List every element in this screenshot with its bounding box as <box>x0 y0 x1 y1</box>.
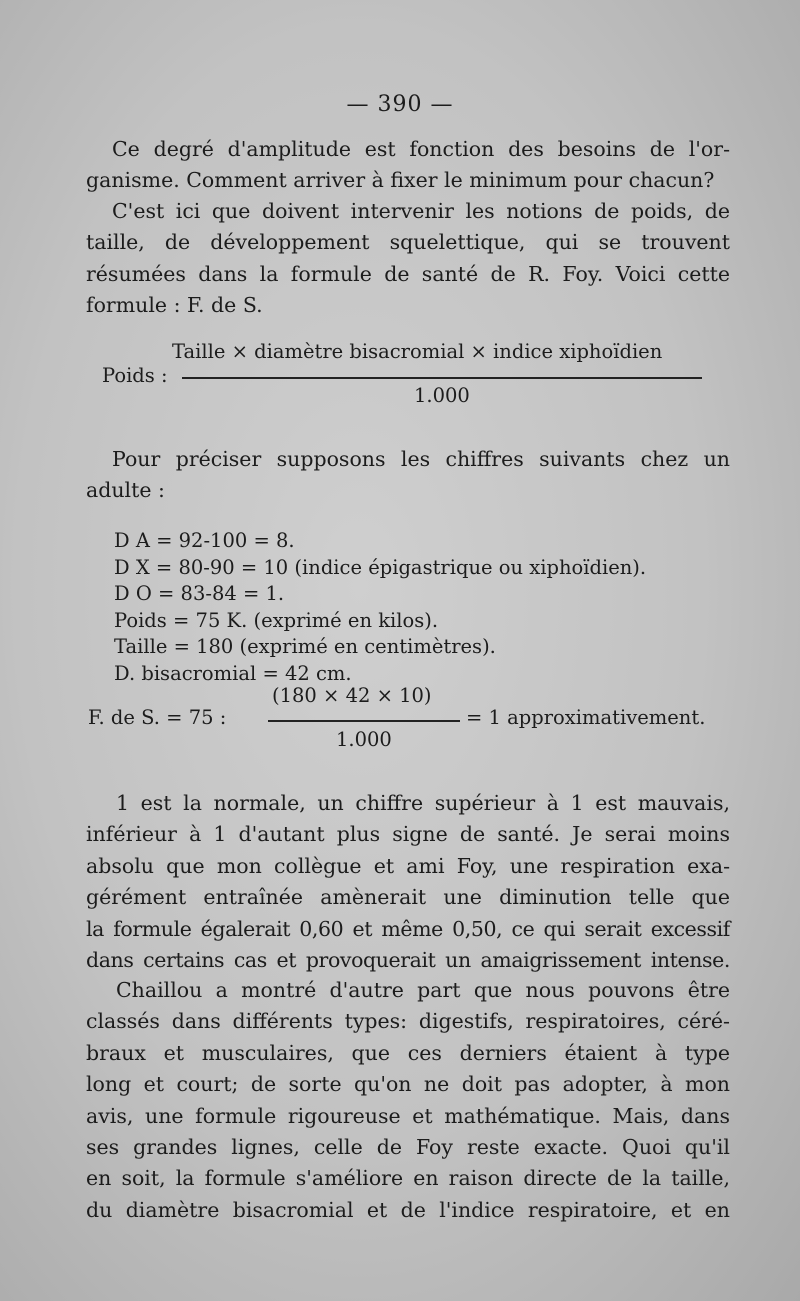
formula-denominator: 1.000 <box>336 728 392 751</box>
text-line: en soit, la formule s'améliore en raison directe de la taille, <box>86 1166 730 1191</box>
formula-numerator: (180 × 42 × 10) <box>272 684 432 707</box>
text-line: classés dans différents types: digestifs, respiratoires, céré- <box>86 1009 730 1034</box>
paragraph-3 <box>86 444 730 507</box>
paragraph-4 <box>86 788 730 976</box>
formula-prefix: Poids : <box>102 364 168 387</box>
text-line: du diamètre bisacromial et de l'indice respiratoire, et en <box>86 1197 730 1222</box>
text-line: braux et musculaires, que ces derniers étaient à type <box>86 1040 730 1065</box>
text-line: inférieur à 1 d'autant plus signe de santé. Je serai moins <box>86 822 730 847</box>
text-line: résumées dans la formule de santé de R. Foy. Voici cette <box>86 261 730 286</box>
text-line: ses grandes lignes, celle de Foy reste exacte. Quoi qu'il <box>86 1135 730 1160</box>
list-item: D A = 92-100 = 8. <box>114 529 295 552</box>
list-item: D. bisacromial = 42 cm. <box>114 661 352 685</box>
text-line: adulte : <box>86 478 165 503</box>
paragraph-5 <box>86 975 730 1226</box>
fraction-bar <box>268 720 460 722</box>
text-line: absolu que mon collègue et ami Foy, une respiration exa- <box>86 853 730 878</box>
formula-suffix: = 1 approximativement. <box>466 706 706 729</box>
text-line: long et court; de sorte qu'on ne doit pas adopter, à mon <box>86 1072 730 1097</box>
text-line: dans certains cas et provoquerait un amaigrissement intense. <box>86 948 730 973</box>
text-line: gérément entraînée amènerait une diminution telle que <box>86 885 730 910</box>
text-line: Ce degré d'amplitude est fonction des besoins de l'or- <box>112 137 730 161</box>
list-item: Taille = 180 (exprimé en centimètres). <box>114 635 496 658</box>
formula-prefix: F. de S. = 75 : <box>88 706 227 729</box>
formula-denominator: 1.000 <box>414 384 470 407</box>
text-line: taille, de développement squelettique, qui se trouvent <box>86 230 730 255</box>
text-line: 1 est la normale, un chiffre supérieur à 1 est mauvais, <box>116 791 730 815</box>
list-item: Poids = 75 K. (exprimé en kilos). <box>114 608 439 632</box>
text-line: C'est ici que doivent intervenir les notions de poids, de <box>112 199 730 223</box>
text-line: la formule égalerait 0,60 et même 0,50, ce qui serait excessif <box>86 916 730 941</box>
text-line: ganisme. Comment arriver à fixer le minimum pour chacun? <box>86 168 715 193</box>
list-item: D O = 83-84 = 1. <box>114 582 285 605</box>
data-list <box>114 528 646 687</box>
text-line: formule : F. de S. <box>86 293 263 318</box>
text-line: Chaillou a montré d'autre part que nous pouvons être <box>116 978 730 1002</box>
fraction-bar <box>182 377 702 379</box>
formula-numerator: Taille × diamètre bisacromial × indice xiphoïdien <box>172 340 663 363</box>
text-line: avis, une formule rigoureuse et mathématique. Mais, dans <box>86 1103 730 1128</box>
list-item: D X = 80-90 = 10 (indice épigastrique ou xiphoïdien). <box>114 555 647 579</box>
page-number: — 390 — <box>346 92 454 117</box>
paragraph-1 <box>86 134 730 197</box>
paragraph-2 <box>86 196 730 322</box>
text-line: Pour préciser supposons les chiffres suivants chez un <box>112 447 730 471</box>
